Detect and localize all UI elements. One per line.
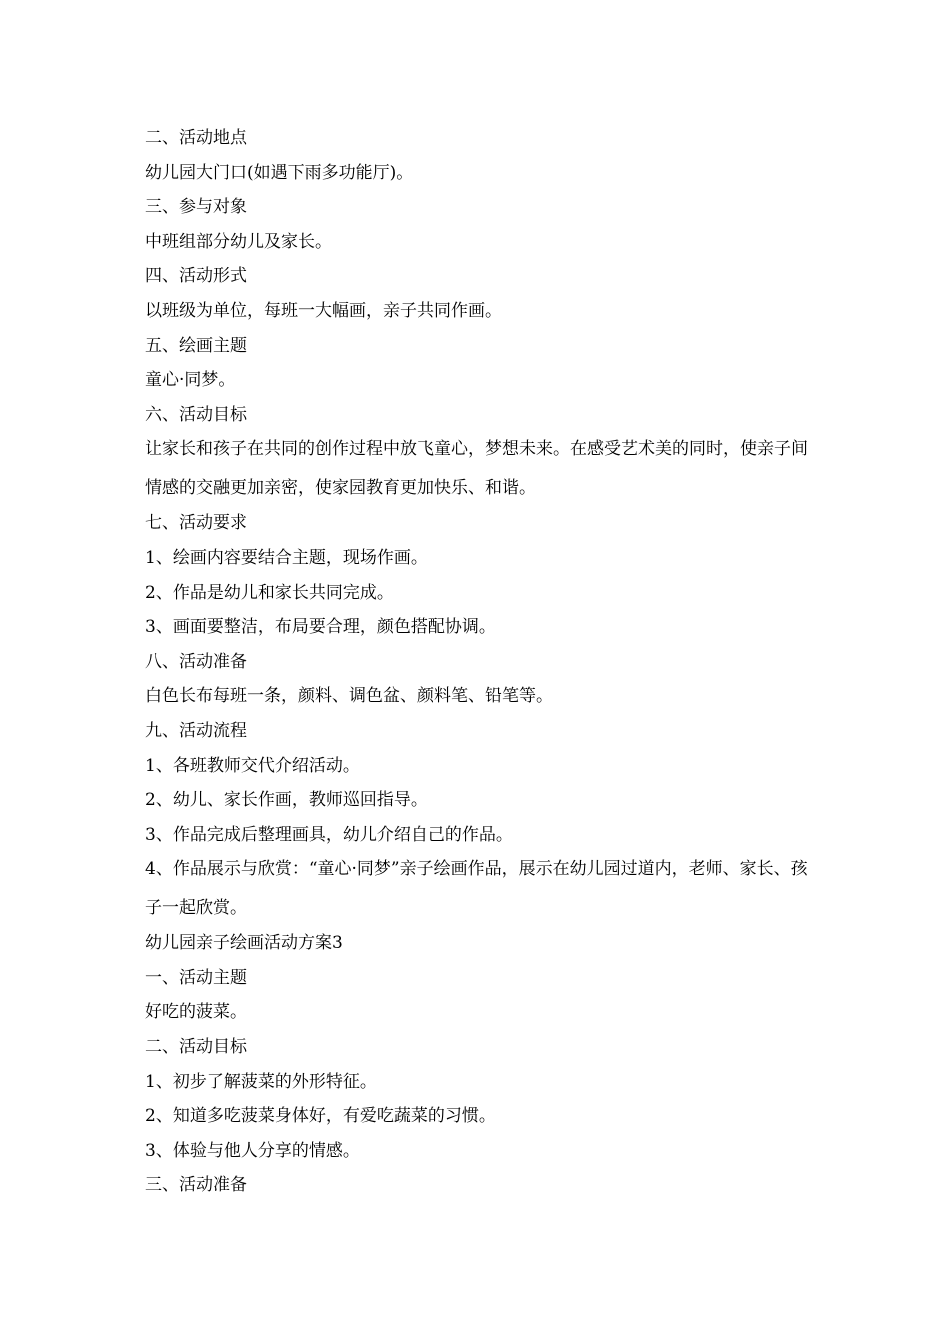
section-heading-location: 二、活动地点 xyxy=(145,128,247,148)
list-item-requirement-1: 1、绘画内容要结合主题，现场作画。 xyxy=(145,547,428,568)
document-body xyxy=(145,123,815,1205)
paragraph-topic: 好吃的菠菜。 xyxy=(145,1002,247,1023)
section-heading-goals: 六、活动目标 xyxy=(145,404,247,425)
list-item-procedure-4: 4、作品展示与欣赏：“童心·同梦”亲子绘画作品，展示在幼儿园过道内，老师、家长、孩子一起欣赏。 xyxy=(145,859,808,919)
list-item-procedure-3: 3、作品完成后整理画具，幼儿介绍自己的作品。 xyxy=(145,824,513,845)
list-item-objective-2: 2、知道多吃菠菜身体好，有爱吃蔬菜的习惯。 xyxy=(145,1106,496,1127)
section-heading-objectives: 二、活动目标 xyxy=(145,1037,247,1058)
section-heading-theme: 五、绘画主题 xyxy=(145,335,247,356)
list-item-requirement-3: 3、画面要整洁，布局要合理，颜色搭配协调。 xyxy=(145,617,496,638)
list-item-objective-3: 3、体验与他人分享的情感。 xyxy=(145,1140,360,1161)
paragraph-goals: 让家长和孩子在共同的创作过程中放飞童心，梦想未来。在感受艺术美的同时，使亲子间情感的交融更加亲密，使家园教育更加快乐、和谐。 xyxy=(145,439,808,499)
list-item-objective-1: 1、初步了解菠菜的外形特征。 xyxy=(145,1071,377,1092)
list-item-procedure-2: 2、幼儿、家长作画，教师巡回指导。 xyxy=(145,790,428,811)
paragraph-preparation: 白色长布每班一条，颜料、调色盆、颜料笔、铅笔等。 xyxy=(145,686,553,707)
section-heading-activity-preparation: 三、活动准备 xyxy=(145,1175,247,1196)
section-heading-preparation: 八、活动准备 xyxy=(145,651,247,672)
list-item-procedure-1: 1、各班教师交代介绍活动。 xyxy=(145,755,360,776)
section-heading-requirements: 七、活动要求 xyxy=(145,513,247,534)
paragraph-format: 以班级为单位，每班一大幅画，亲子共同作画。 xyxy=(145,300,502,321)
section-heading-format: 四、活动形式 xyxy=(145,266,247,287)
paragraph-theme: 童心·同梦。 xyxy=(145,370,236,391)
paragraph-participants: 中班组部分幼儿及家长。 xyxy=(145,231,332,252)
list-item-requirement-2: 2、作品是幼儿和家长共同完成。 xyxy=(145,582,394,603)
section-heading-procedure: 九、活动流程 xyxy=(145,720,247,741)
section-heading-topic: 一、活动主题 xyxy=(145,967,247,988)
paragraph-location: 幼儿园大门口(如遇下雨多功能厅)。 xyxy=(145,162,414,183)
plan-title: 幼儿园亲子绘画活动方案3 xyxy=(145,933,343,954)
section-heading-participants: 三、参与对象 xyxy=(145,197,247,218)
